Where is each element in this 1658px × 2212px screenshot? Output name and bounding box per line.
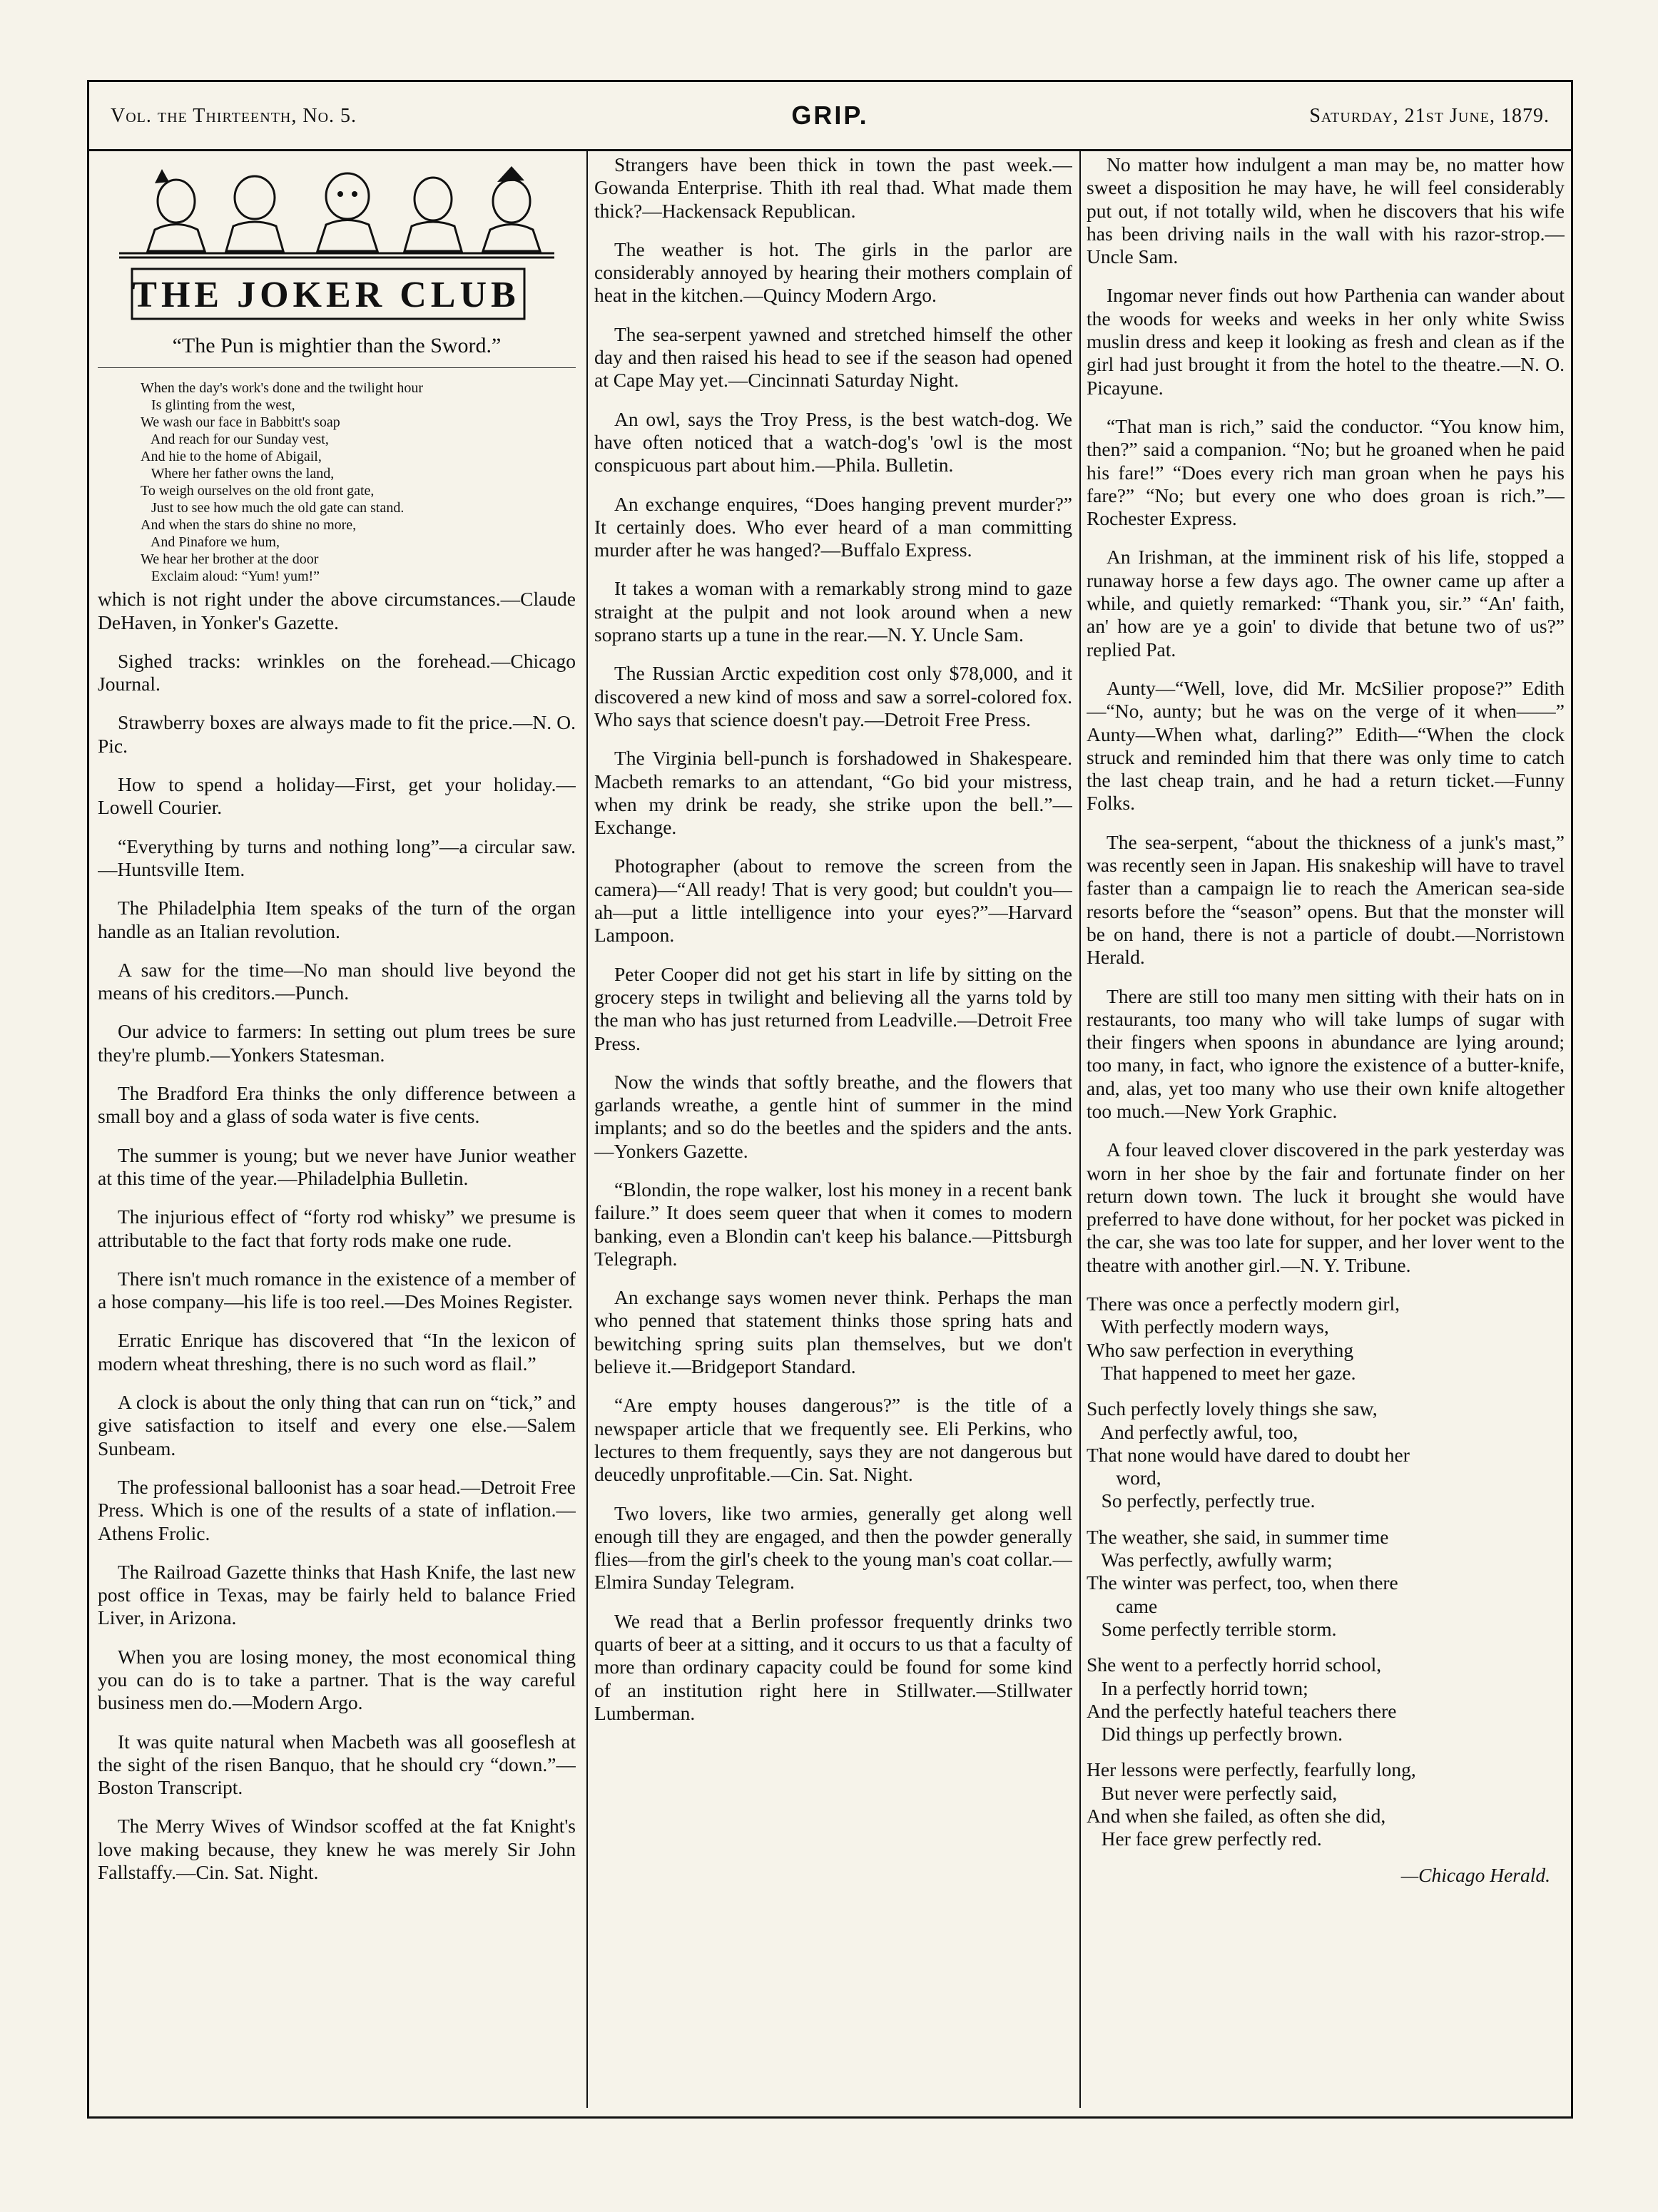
column-3-items: [1087, 153, 1565, 1277]
poem-line: Where her father owns the land,: [141, 466, 335, 482]
joke-item: A clock is about the only thing that can run on “tick,” and give satisfaction to itself and every one else.—Salem Sunbeam.: [98, 1391, 576, 1459]
column-1-items: [98, 588, 576, 1884]
poem-line: Just to see how much the old gate can stand.: [141, 500, 405, 516]
poem-stanza: [1087, 1397, 1565, 1512]
joke-item: Aunty—“Well, love, did Mr. McSilier propose?” Edith—“No, aunty; but he was on the verge of it when——” Aunty—When what, darling?” Edith—“When the clock struck and reminded him that there was only time to catch the last cheap train, and he had a return ticket.—Funny Folks.: [1087, 676, 1565, 815]
poem-line: We wash our face in Babbitt's soap: [141, 414, 340, 431]
joke-item: Our advice to farmers: In setting out plum trees be sure they're plumb.—Yonkers Statesman.: [98, 1020, 576, 1066]
stanza-line: Such perfectly lovely things she saw,: [1087, 1397, 1378, 1420]
poem-line: To weigh ourselves on the old front gate,: [141, 483, 375, 499]
poem-line: And hie to the home of Abigail,: [141, 449, 322, 465]
joke-item: Strangers have been thick in town the past week.—Gowanda Enterprise. Thith ith real thad. What made them thick?—Hackensack Republican.: [594, 153, 1072, 222]
joke-item: It takes a woman with a remarkably strong mind to gaze straight at the pulpit and not look around when a new soprano starts up a tune in the rear.—N. Y. Uncle Sam.: [594, 577, 1072, 646]
joke-item: Strawberry boxes are always made to fit the price.—N. O. Pic.: [98, 711, 576, 757]
poem-stanza: [1087, 1293, 1565, 1385]
poem-line: When the day's work's done and the twilight hour: [141, 380, 424, 397]
stanza-line: And when she failed, as often she did,: [1087, 1805, 1386, 1827]
joke-item: “That man is rich,” said the conductor. “You know him, then?” said a companion. “No; but he groaned when he paid his fare!” “Does every rich man groan when he pays his fare?” “No; but every one who does groan is rich.”—Rochester Express.: [1087, 414, 1565, 530]
poem-stanza: [1087, 1653, 1565, 1745]
poem-stanza: [1087, 1526, 1565, 1641]
joke-item: It was quite natural when Macbeth was all gooseflesh at the sight of the risen Banquo, that he should cry “down.”—Boston Transcript.: [98, 1730, 576, 1799]
poem-line: Is glinting from the west,: [141, 397, 295, 414]
joke-item: The sea-serpent, “about the thickness of a junk's mast,” was recently seen in Japan. His snakeship will have to travel faster than a campaign lie to reach the American sea-side resorts before the “season” opens. But that the monster will be on hand, there is not a particle of doubt.—Norristown Herald.: [1087, 830, 1565, 969]
joke-item: No matter how indulgent a man may be, no matter how sweet a disposition he may have, he will feel considerably put out, if not totally wild, when he discovers that his wife has been driving nails in the wall with his razor-strop.—Uncle Sam.: [1087, 153, 1565, 268]
stanza-line: Who saw perfection in everything: [1087, 1338, 1354, 1361]
joke-item: A saw for the time—No man should live beyond the means of his creditors.—Punch.: [98, 958, 576, 1004]
joke-item: Erratic Enrique has discovered that “In the lexicon of modern wheat threshing, there is no such word as flail.”: [98, 1329, 576, 1375]
stanza-line: Was perfectly, awfully warm;: [1087, 1549, 1333, 1571]
motto: “The Pun is mightier than the Sword.”: [98, 335, 576, 368]
joke-item: which is not right under the above circumstances.—Claude DeHaven, in Yonker's Gazette.: [98, 588, 576, 633]
joke-item: We read that a Berlin professor frequently drinks two quarts of beer at a sitting, and it occurs to us that a faculty of more than ordinary capacity could be found for some kind of an institution right here in Stillwater.—Stillwater Lumberman.: [594, 1609, 1072, 1724]
stanza-line: That happened to meet her gaze.: [1087, 1361, 1356, 1384]
stanza-line: With perfectly modern ways,: [1087, 1315, 1329, 1338]
joke-item: The injurious effect of “forty rod whisky” we presume is attributable to the fact that forty rods make one rude.: [98, 1206, 576, 1251]
poem-line: Exclaim aloud: “Yum! yum!”: [141, 569, 320, 585]
stanza-line: She went to a perfectly horrid school,: [1087, 1653, 1382, 1676]
poem-line: And Pinafore we hum,: [141, 534, 280, 551]
joke-item: The Virginia bell-punch is forshadowed in Shakespeare. Macbeth remarks to an attendant, “Go bid your mistress, when my drink be ready, she strike upon the bell.”—Exchange.: [594, 747, 1072, 839]
joke-item: There are still too many men sitting with their hats on in restaurants, too many who will take lumps of sugar with their fingers when spoons in abundance are lying around; too many, in fact, who ignore the existence of a butter-knife, and, alas, yet too many who use their own knife altogether too much.—New York Graphic.: [1087, 984, 1565, 1122]
column-2: [594, 153, 1072, 2108]
stanza-line: That none would have dared to doubt her: [1087, 1443, 1410, 1466]
column-1: [98, 153, 576, 2108]
joke-item: The Railroad Gazette thinks that Hash Knife, the last new post office in Texas, may be fairly held to balance Fried Liver, in Arizona.: [98, 1560, 576, 1629]
joke-item: Photographer (about to remove the screen from the camera)—“All ready! That is very good; but couldn't you—ah—put a little intelligence into your eyes?”—Harvard Lampoon.: [594, 855, 1072, 947]
joke-item: Two lovers, like two armies, generally get along well enough till they are engaged, and then the powder generally flies—from the girl's cheek to the young man's coat collar.—Elmira Sunday Telegram.: [594, 1502, 1072, 1594]
issue-date: Saturday, 21st June, 1879.: [1309, 105, 1550, 127]
joke-item: “Blondin, the rope walker, lost his money in a recent bank failure.” It does seem queer that when it comes to modern banking, even a Blondin can't keep his balance.—Pittsburgh Telegraph.: [594, 1178, 1072, 1270]
joke-item: The Russian Arctic expedition cost only $78,000, and it discovered a new kind of moss and saw a sorrel-colored fox. Who says that science doesn't pay.—Detroit Free Press.: [594, 662, 1072, 730]
stanza-line: word,: [1087, 1467, 1161, 1489]
column-rule: [1079, 151, 1081, 2108]
stanza-line: So perfectly, perfectly true.: [1087, 1489, 1316, 1512]
poem-source: —Chicago Herald.: [1400, 1863, 1550, 1886]
stanza-line: Her lessons were perfectly, fearfully long,: [1087, 1758, 1416, 1781]
page-frame: [87, 80, 1573, 2119]
joke-item: The sea-serpent yawned and stretched himself the other day and then raised his head to see if the season had opened at Cape May yet.—Cincinnati Saturday Night.: [594, 322, 1072, 392]
stanza-line: In a perfectly horrid town;: [1087, 1676, 1308, 1699]
joke-item: How to spend a holiday—First, get your holiday.—Lowell Courier.: [98, 773, 576, 819]
poem-line: And reach for our Sunday vest,: [141, 432, 329, 448]
logo-title: THE JOKER CLUB: [132, 275, 520, 315]
stanza-line: The weather, she said, in summer time: [1087, 1525, 1389, 1548]
joke-item: “Everything by turns and nothing long”—a circular saw.—Huntsville Item.: [98, 835, 576, 880]
joke-item: The summer is young; but we never have Junior weather at this time of the year.—Philadelphia Bulletin.: [98, 1143, 576, 1189]
joke-item: An Irishman, at the imminent risk of his life, stopped a runaway horse a few days ago. The owner came up after a while, and quietly remarked: “Thank you, sir.” “An' faith, an' how are ye a goin' to divide that betune two of us?” replied Pat.: [1087, 546, 1565, 661]
stanza-line: And perfectly awful, too,: [1087, 1420, 1298, 1443]
joke-item: An owl, says the Troy Press, is the best watch-dog. We have often noticed that a watch-dog's 'owl is the most conspicuous part about him.—Phila. Bulletin.: [594, 407, 1072, 476]
poem-stanza: [1087, 1758, 1565, 1850]
joke-item: There isn't much romance in the existence of a member of a hose company—his life is too reel.—Des Moines Register.: [98, 1267, 576, 1313]
column-2-items: [594, 153, 1072, 1725]
poem-line: And when the stars do shine no more,: [141, 517, 357, 534]
masthead: [89, 82, 1571, 151]
joke-item: Ingomar never finds out how Parthenia can wander about the woods for weeks and weeks in her only white Swiss muslin dress and keep it looking as fresh and clean as if the girl had just brought it from the hotel to the theatre.—N. O. Picayune.: [1087, 284, 1565, 399]
poem-line: We hear her brother at the door: [141, 551, 319, 568]
joke-item: An exchange says women never think. Perhaps the man who penned that statement thinks those spring hats and bewitching spring suits plan themselves, but we don't believe it.—Bridgeport Standard.: [594, 1286, 1072, 1378]
joke-item: The Philadelphia Item speaks of the turn of the organ handle as an Italian revolution.: [98, 897, 576, 942]
newspaper-title: GRIP.: [791, 101, 869, 130]
stanza-line: But never were perfectly said,: [1087, 1781, 1338, 1804]
joke-item: Peter Cooper did not get his start in life by sitting on the grocery steps in twilight and believing all the yarns told by the man who has just returned from Leadville.—Detroit Free Press.: [594, 962, 1072, 1054]
joke-item: The professional balloonist has a soar head.—Detroit Free Press. Which is one of the results of a state of inflation.—Athens Frolic.: [98, 1475, 576, 1544]
column-rule: [586, 151, 588, 2108]
joke-item: The Merry Wives of Windsor scoffed at the fat Knight's love making because, they knew he was merely Sir John Fallstaffy.—Cin. Sat. Night.: [98, 1815, 576, 1884]
joke-item: “Are empty houses dangerous?” is the title of a newspaper article that we frequently see. Eli Perkins, who lectures to them frequently, says they are not dangerous but deucedly unprofitable.—Cin. Sat. Night.: [594, 1394, 1072, 1486]
joke-item: Now the winds that softly breathe, and the flowers that garlands wreathe, a gentle hint of summer in the mind implants; and so do the beetles and the spiders and the ants.—Yonkers Gazette.: [594, 1070, 1072, 1162]
joker-club-logo: [98, 153, 576, 329]
stanza-line: There was once a perfectly modern girl,: [1087, 1293, 1400, 1315]
joke-item: The weather is hot. The girls in the parlor are considerably annoyed by hearing their mothers complain of heat in the kitchen.—Quincy Modern Argo.: [594, 238, 1072, 307]
joke-item: A four leaved clover discovered in the park yesterday was worn in her shoe by the fair and fortunate finder on her return down town. The luck it brought she would have preferred to have done without, for her pocket was picked in the car, she was too late for supper, and her lover went to the theatre with another girl.—N. Y. Tribune.: [1087, 1138, 1565, 1276]
joke-item: When you are losing money, the most economical thing you can do is to take a partner. That is the way careful business men do.—Modern Argo.: [98, 1645, 576, 1714]
joke-item: The Bradford Era thinks the only difference between a small boy and a glass of soda water is five cents.: [98, 1082, 576, 1128]
stanza-line: Some perfectly terrible storm.: [1087, 1617, 1337, 1640]
stanza-line: The winter was perfect, too, when there: [1087, 1571, 1398, 1594]
stanza-line: Her face grew perfectly red.: [1087, 1828, 1322, 1850]
stanza-line: came: [1087, 1594, 1158, 1617]
volume-info: Vol. the Thirteenth, No. 5.: [111, 105, 357, 127]
modern-girl-poem: [1087, 1293, 1565, 1851]
opening-poem: [98, 379, 576, 585]
stanza-line: Did things up perfectly brown.: [1087, 1723, 1343, 1745]
joke-item: Sighed tracks: wrinkles on the forehead.—Chicago Journal.: [98, 649, 576, 695]
joke-item: An exchange enquires, “Does hanging prevent murder?” It certainly does. Who ever heard of a man committing murder after he was hanged?—Buffalo Express.: [594, 492, 1072, 561]
column-3: [1087, 153, 1565, 2108]
stanza-line: And the perfectly hateful teachers there: [1087, 1699, 1397, 1722]
joker-club-illustration: [112, 162, 561, 326]
